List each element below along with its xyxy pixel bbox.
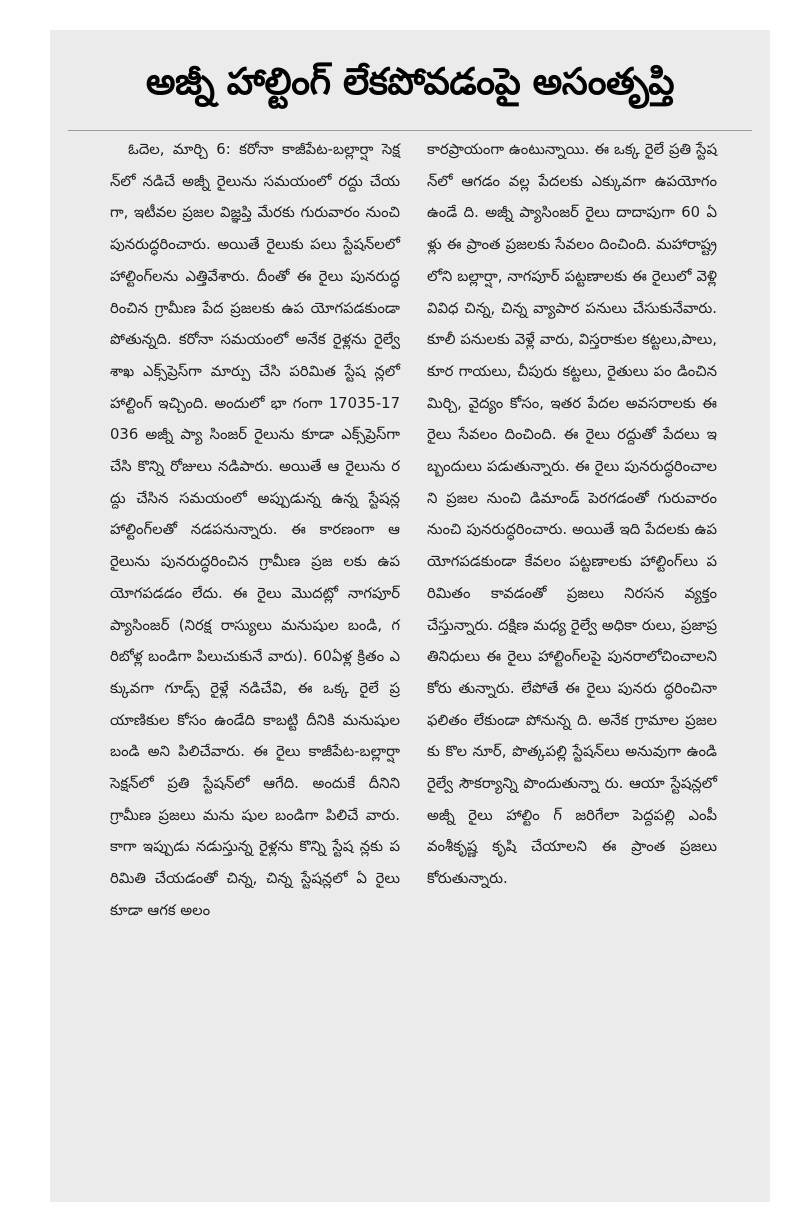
- newspaper-clipping: [50, 30, 770, 1202]
- article-column-left: ఓదెల, మార్చి 6: కరోనా కాజీపేట-బల్లార్షా సెక్షన్‌లో నడిచే అజ్నీ రైలును సమయంలో రద్దు చేయగా, ఇటీవల ప్రజల విజ్ఞప్తి మేరకు గురువారం నుంచి పునరుద్ధరించారు. అయితే రైలుకు పలు స్టేషన్‌లలో హాల్టింగ్‌లను ఎత్తివేశారు. దీంతో ఈ రైలు పునరుద్ధ రించిన గ్రామీణ పేద ప్రజలకు ఉప యోగపడకుండా పోతున్నది. కరోనా సమయంలో అనేక రైళ్లను రైల్వే శాఖ ఎక్స్‌ప్రెస్‌గా మార్పు చేసి పరిమిత స్టేష న్లలో హాల్టింగ్ ఇచ్చింది. అందులో భా గంగా 17035-17036 అజ్నీ ప్యా సింజర్ రైలును కూడా ఎక్స్‌ప్రెస్‌గా చేసి కొన్ని రోజులు నడిపారు. అయితే ఆ రైలును రద్దు చేసిన సమయంలో అప్పుడున్న ఉన్న స్టేషన్ల హాల్టింగ్‌లతో నడపనున్నారు. ఈ కారణంగా ఆ రైలును పునరుద్ధరించిన గ్రామీణ ప్రజ లకు ఉపయోగపడడం లేదు. ఈ రైలు మొదట్లో నాగపూర్ ప్యాసింజర్ (నిరక్ష రాస్యులు మనుషుల బండి, గరిబోళ్ల బండిగా పిలుచుకునే వారు). 60ఏళ్ల క్రితం ఎక్కువగా గూడ్స్ రైళ్లే నడిచేవి, ఈ ఒక్క రైలే ప్రయాణికుల కోసం ఉండేది కాబట్టి దీనికి మనుషుల బండి అని పిలిచేవారు. ఈ రైలు కాజీపేట-బల్లార్షా సెక్షన్‌లో ప్రతి స్టేషన్‌లో ఆగేది. అందుకే దీనిని గ్రామీణ ప్రజలు మను షుల బండిగా పిలిచే వారు. కాగా ఇప్పుడు నడుస్తున్న రైళ్లను కొన్ని స్టేష న్లకు పరిమితి చేయడంతో చిన్న, చిన్న స్టేషన్లలో ఏ రైలు కూడా ఆగక అలం: [110, 141, 400, 919]
- headline-divider: [68, 130, 752, 131]
- article-column-right: కారప్రాయంగా ఉంటున్నాయి. ఈ ఒక్క రైలే ప్రతి స్టేషన్‌లో ఆగడం వల్ల పేదలకు ఎక్కువగా ఉపయోగం ఉండే ది. అజ్నీ ప్యాసింజర్ రైలు దాదాపుగా 60 ఏళ్లు ఈ ప్రాంత ప్రజలకు సేవలం దించింది. మహారాష్ట్రలోని బల్లార్షా, నాగపూర్ పట్టణాలకు ఈ రైలులో వెళ్లి వివిధ చిన్న, చిన్న వ్యాపార పనులు చేసుకునేవారు. కూలీ పనులకు వెళ్లే వారు, విస్తరాకుల కట్టలు,పాలు, కూర గాయలు, చీపురు కట్టలు, రైతులు పం డించిన మిర్చి, వైద్యం కోసం, ఇతర పేదల అవసరాలకు ఈ రైలు సేవలం దించింది. ఈ రైలు రద్దుతో పేదలు ఇబ్బందులు పడుతున్నారు. ఈ రైలు పునరుద్ధరించాలని ప్రజల నుంచి డిమాండ్ పెరగడంతో గురువారం నుంచి పునరుద్ధరించారు. అయితే ఇది పేదలకు ఉపయోగపడకుండా కేవలం పట్టణాలకు హాల్టింగ్‌లు పరిమితం కావడంతో ప్రజలు నిరసన వ్యక్తం చేస్తున్నారు. దక్షిణ మధ్య రైల్వే అధికా రులు, ప్రజాప్రతినిధులు ఈ రైలు హాల్టింగ్‌లపై పునరాలోచించాలని కోరు తున్నారు. లేపోతే ఈ రైలు పునరు ద్ధరించినా ఫలితం లేకుండా పోనున్న ది. అనేక గ్రామాల ప్రజలకు కొల నూర్, పొత్కపల్లి స్టేషన్‌లు అనువుగా ఉండి రైల్వే సౌకర్యాన్ని పొందుతున్నా రు. ఆయా స్టేషన్లలో అజ్నీ రైలు హాల్టిం గ్ జరిగేలా పెద్దపల్లి ఎంపీ వంశీకృష్ణ కృషి చేయాలని ఈ ప్రాంత ప్రజలు కోరుతున్నారు.: [427, 141, 717, 888]
- article-headline: అజ్నీ హాల్టింగ్ లేకపోవడంపై అసంతృప్తి: [145, 60, 675, 103]
